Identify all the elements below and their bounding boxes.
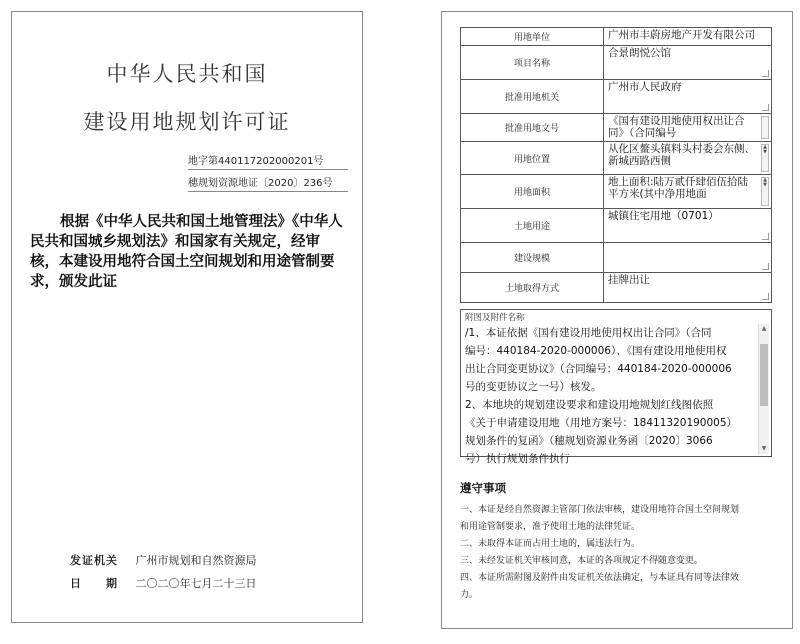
project-name-field[interactable] xyxy=(604,46,772,80)
permit-detail-page xyxy=(441,11,793,629)
field-value: 广州市人民政府 xyxy=(608,81,682,93)
field-label: 用地单位 xyxy=(461,28,604,46)
field-label: 批准用地文号 xyxy=(461,114,604,142)
field-value: 合景朗悦公馆 xyxy=(608,47,671,59)
resize-handle-icon[interactable] xyxy=(762,293,769,300)
field-label: 土地用途 xyxy=(461,209,604,243)
issuer-row xyxy=(70,552,257,568)
land-use-field[interactable] xyxy=(604,209,772,243)
date-label: 日 期 xyxy=(70,577,118,590)
table-row xyxy=(461,28,772,46)
scroll-down-icon[interactable]: ▼ xyxy=(761,445,767,452)
declaration-text: 根据《中华人民共和国土地管理法》《中华人民共和国城乡规划法》和国家有关规定，经审核，本建设用地符合国土空间规划和用途管制要求，颁发此证 xyxy=(30,213,343,290)
field-value: 《国有建设用地使用权出让合同》（合同编号 xyxy=(608,115,745,139)
rules-title: 遵守事项 xyxy=(460,481,506,495)
attachment-textarea[interactable] xyxy=(465,324,757,465)
rules-list xyxy=(460,502,780,604)
field-label: 用地位置 xyxy=(461,142,604,175)
approval-document-field[interactable] xyxy=(604,114,772,142)
scrollbar[interactable]: ▲ ▼ xyxy=(761,177,769,206)
field-value: 挂牌出让 xyxy=(608,274,650,286)
land-location-field[interactable] xyxy=(604,142,772,175)
permit-title: 建设用地规划许可证 xyxy=(83,110,291,134)
table-row xyxy=(461,175,772,209)
field-label: 土地取得方式 xyxy=(461,273,604,303)
table-row xyxy=(461,243,772,273)
permit-info-table xyxy=(460,27,772,303)
attachment-line: 《关于申请建设用地（用地方案号：18411320190005） xyxy=(465,417,738,429)
table-row xyxy=(461,142,772,175)
permit-number: 地字第440117202000201号 xyxy=(188,152,348,170)
date-value: 二〇二〇年七月二十三日 xyxy=(135,577,257,590)
approval-reference: 穗规划资源地证〔2020〕236号 xyxy=(188,174,348,192)
field-label: 用地面积 xyxy=(461,175,604,209)
attachment-box[interactable] xyxy=(460,309,772,465)
date-row xyxy=(70,575,257,591)
attachment-scrollbar[interactable] xyxy=(758,324,769,454)
rule-line: 三、未经发证机关审核同意，本证的各项规定不得随意变更。 xyxy=(460,556,704,566)
field-label: 批准用地机关 xyxy=(461,80,604,114)
issuer-value: 广州市规划和自然资源局 xyxy=(135,554,257,567)
attachment-line: 号）执行规划条件执行 xyxy=(465,453,570,465)
construction-scale-field[interactable] xyxy=(604,243,772,273)
field-label: 项目名称 xyxy=(461,46,604,80)
acquisition-method-field[interactable] xyxy=(604,273,772,303)
attachment-line: 编号：440184-2020-000006）、《国有建设用地使用权 xyxy=(465,345,727,357)
issuer-label: 发证机关 xyxy=(70,554,118,567)
rule-line: 四、本证所需附图及附件由发证机关依法确定，与本证具有同等法律效 xyxy=(460,573,740,583)
field-label: 建设规模 xyxy=(461,243,604,273)
field-value: 广州市丰蔚房地产开发有限公司 xyxy=(608,29,755,41)
rule-line: 力。 xyxy=(460,590,479,600)
rule-line: 二、未取得本证而占用土地的，属违法行为。 xyxy=(460,539,641,549)
resize-handle-icon[interactable] xyxy=(762,233,769,240)
field-value: 从化区鳌头镇料头村委会东侧、新城西路西侧 xyxy=(608,143,755,167)
permit-cover-page xyxy=(11,11,363,623)
resize-handle-icon[interactable] xyxy=(762,70,769,77)
attachment-line: 出让合同变更协议》（合同编号：440184-2020-000006 xyxy=(465,363,732,375)
permit-title-country: 中华人民共和国 xyxy=(106,62,268,86)
table-row xyxy=(461,273,772,303)
scroll-thumb[interactable] xyxy=(760,344,768,406)
attachment-line: /1、本证依据《国有建设用地使用权出让合同》（合同 xyxy=(465,327,712,339)
rule-line: 和用途管制要求，准予使用土地的法律凭证。 xyxy=(460,522,641,532)
table-row xyxy=(461,46,772,80)
table-row xyxy=(461,114,772,142)
attachment-line: 规划条件的复函》（穗规划资源业务函〔2020〕3066 xyxy=(465,435,713,447)
land-area-field[interactable] xyxy=(604,175,772,209)
field-value: 城镇住宅用地（0701） xyxy=(608,210,719,222)
scroll-up-icon[interactable]: ▲ xyxy=(761,325,767,332)
attachment-line: 2、本地块的规划建设要求和建设用地规划红线图依照 xyxy=(465,399,714,411)
table-row xyxy=(461,209,772,243)
attachment-line: 号的变更协议之一号）核发。 xyxy=(465,381,602,393)
resize-handle-icon[interactable] xyxy=(762,263,769,270)
attachment-label: 附图及附件名称 xyxy=(465,313,525,323)
resize-handle-icon[interactable] xyxy=(762,104,769,111)
field-value: 地上面积:陆万贰仟肆佰伍拾陆平方米(其中净用地面 xyxy=(608,176,749,200)
scrollbar[interactable] xyxy=(761,116,769,139)
approval-authority-field[interactable] xyxy=(604,80,772,114)
table-row xyxy=(461,80,772,114)
scrollbar[interactable]: ▲ ▼ xyxy=(761,144,769,172)
rule-line: 一、本证是经自然资源主管部门依法审核，建设用地符合国土空间规划 xyxy=(460,505,740,515)
land-user-field[interactable] xyxy=(604,28,772,46)
